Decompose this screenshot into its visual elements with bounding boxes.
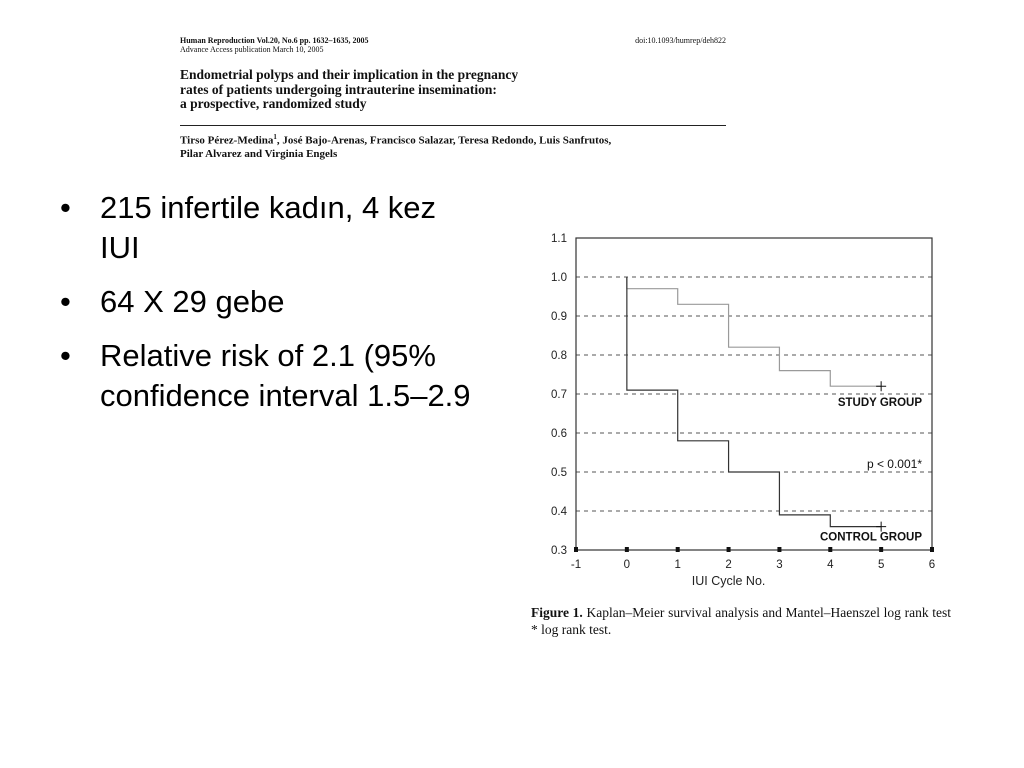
- x-tick-label: 3: [776, 559, 783, 571]
- paper-authors: [180, 131, 611, 161]
- kaplan-meier-chart: [528, 224, 948, 594]
- authors-line: [180, 131, 611, 148]
- x-tick-mark: [828, 547, 832, 552]
- x-tick-label: 1: [674, 559, 681, 571]
- co-authors: , José Bajo-Arenas, Francisco Salazar, Teresa Redondo, Luis Sanfrutos,: [276, 134, 612, 147]
- bullet-item: [58, 282, 478, 322]
- x-tick-label: -1: [570, 559, 582, 571]
- y-tick-label: 0.5: [551, 467, 567, 479]
- x-axis-label: IUI Cycle No.: [691, 574, 766, 588]
- paper-title-line: Endometrial polyps and their implication in the pregnancy: [180, 67, 519, 82]
- y-tick-label: 1.0: [551, 272, 567, 284]
- paper-title-line: a prospective, randomized study: [180, 96, 367, 111]
- x-tick-mark: [574, 547, 578, 552]
- x-tick-label: 5: [877, 559, 885, 571]
- bullet-icon: •: [60, 284, 71, 319]
- series-line: [627, 277, 881, 386]
- figure-caption-text: Kaplan–Meier survival analysis and Mantel–Haenszel log rank test * log rank test.: [531, 605, 951, 637]
- x-tick-label: 6: [928, 559, 936, 571]
- y-tick-label: 1.1: [551, 233, 567, 245]
- x-tick-mark: [727, 547, 731, 552]
- header-divider: [180, 125, 726, 126]
- x-tick-mark: [625, 547, 629, 552]
- x-tick-mark: [879, 547, 883, 552]
- x-tick-mark: [676, 547, 680, 552]
- censor-mark: [876, 381, 886, 391]
- x-tick-mark: [777, 547, 781, 552]
- bullet-item: [58, 188, 478, 268]
- bullet-text: 215 infertile kadın, 4 kez IUI: [100, 190, 437, 265]
- bullet-item: [58, 336, 478, 416]
- y-tick-label: 0.4: [551, 506, 567, 518]
- figure-caption: [531, 604, 951, 638]
- doi: doi:10.1093/humrep/deh822: [635, 36, 726, 45]
- first-author: Tirso Pérez-Medina: [180, 134, 274, 147]
- series-label-control-group: CONTROL GROUP: [819, 531, 922, 544]
- bullet-icon: •: [60, 338, 71, 373]
- y-tick-label: 0.8: [551, 350, 567, 362]
- paper-title-line: rates of patients undergoing intrauterine insemination:: [180, 81, 497, 97]
- y-tick-label: 0.3: [551, 545, 567, 557]
- paper-title: [180, 68, 518, 112]
- y-tick-label: 0.9: [551, 311, 567, 323]
- x-tick-mark: [930, 547, 934, 552]
- series-label-study-group: STUDY GROUP: [837, 396, 922, 409]
- censor-mark: [876, 522, 886, 532]
- journal-citation: Human Reproduction Vol.20, No.6 pp. 1632–1635, 2005: [180, 36, 369, 45]
- paper-header: [176, 36, 726, 160]
- bullet-text: Relative risk of 2.1 (95% confidence interval 1.5–2.9: [100, 338, 471, 413]
- figure-label: Figure 1.: [531, 605, 583, 620]
- bullet-icon: •: [60, 190, 71, 225]
- x-tick-label: 2: [725, 559, 732, 571]
- grid-lines: [576, 277, 932, 511]
- x-tick-label: 4: [827, 559, 834, 571]
- y-tick-label: 0.6: [551, 428, 567, 440]
- authors-line: Pilar Alvarez and Virginia Engels: [180, 147, 338, 160]
- bullet-list: [58, 188, 478, 430]
- p-value-annotation: p < 0.001*: [866, 457, 922, 472]
- bullet-text: 64 X 29 gebe: [100, 284, 285, 319]
- affiliation-marker: 1: [273, 133, 277, 141]
- y-tick-label: 0.7: [551, 389, 567, 401]
- x-tick-label: 0: [623, 559, 631, 571]
- access-publication-date: Advance Access publication March 10, 2005: [180, 45, 324, 54]
